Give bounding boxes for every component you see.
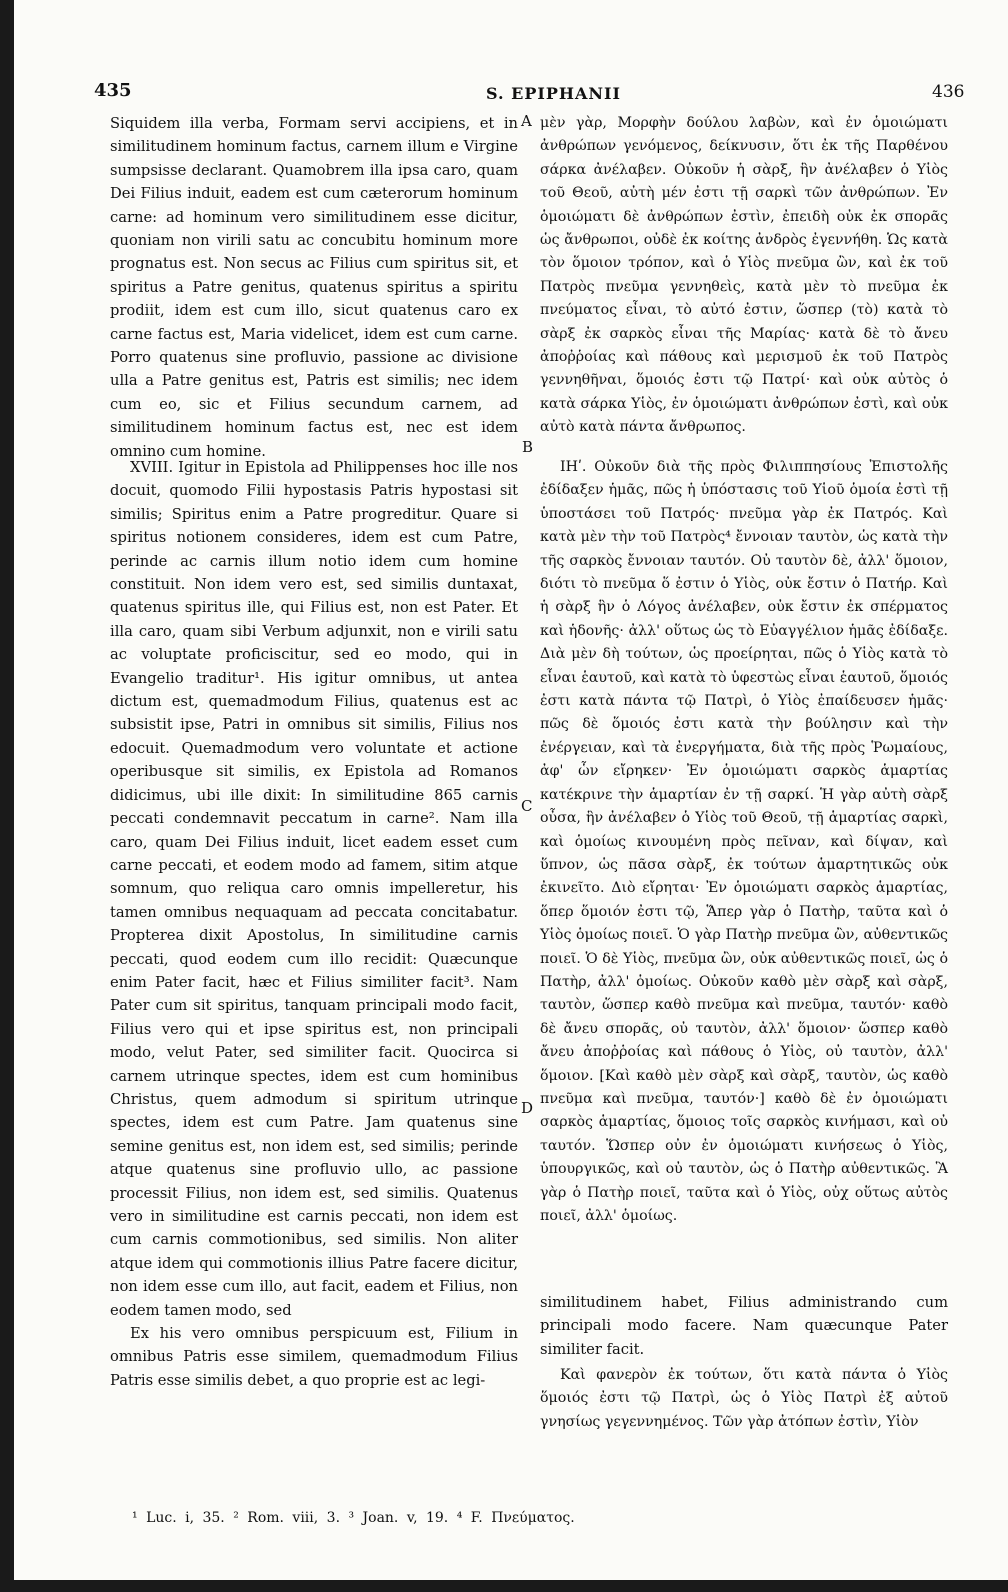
greek-paragraph-ih: ΙΗʹ. Οὐκοῦν διὰ τῆς πρὸς Φιλιππησίους Ἐπιστολῆς ἐδίδαξεν ἡμᾶς, πῶς ἡ ὑπόστασις τοῦ Υἱοῦ ὁμοία ἐστὶ τῇ ὑποστάσει τοῦ Πατρός· πνεῦμα γὰρ ἐκ Πατρός. Καὶ κατὰ μὲν τὴν τοῦ Πατρὸς⁴ ἔννοιαν ταυτὸν, ὡς κατὰ τὴν τῆς σαρκὸς ἔννοιαν ταυτόν. Οὐ ταυτὸν δὲ, ἀλλ' ὅμοιον, διότι τὸ πνεῦμα ὅ ἐστιν ὁ Υἱὸς, οὐκ ἔστιν ὁ Πατήρ. Καὶ ἡ σὰρξ ἣν ὁ Λόγος ἀνέλαβεν, οὐκ ἔστιν ἐκ σπέρματος καὶ ἡδονῆς· ἀλλ' οὕτως ὡς τὸ Εὐαγγέλιον ἡμᾶς ἐδίδαξε. Διὰ μὲν δὴ τούτων, ὡς προείρηται, πῶς ὁ Υἱὸς κατὰ τὸ εἶναι ἑαυτοῦ, καὶ κατὰ τὸ ὑφεστὼς εἶναι ἑαυτοῦ, ὅμοιός ἐστι κατὰ πάντα τῷ Πατρὶ, ὁ Υἱὸς ἐπαίδευσεν ἡμᾶς· πῶς δὲ ὅμοιός ἐστι κατὰ τὴν βούλησιν καὶ τὴν ἐνέργειαν, καὶ τὰ ἐνεργήματα, διὰ τῆς πρὸς Ῥωμαίους, ἀφ' ὧν εἴρηκεν· Ἐν ὁμοιώματι σαρκὸς ἁμαρτίας κατέκρινε τὴν ἁμαρτίαν ἐν τῇ σαρκί. Ἡ γὰρ αὐτὴ σὰρξ οὖσα, ἣν ἀνέλαβεν ὁ Υἱὸς τοῦ Θεοῦ, τῇ ἁμαρτίας σαρκὶ, καὶ ὁμοίως κινουμένη πρὸς πεῖναν, καὶ δίψαν, καὶ ὕπνον, ὡς πᾶσα σὰρξ, ἐκ τούτων ἁμαρτητικῶς οὐκ ἐκινεῖτο. Διὸ εἴρηται· Ἐν ὁμοιώματι σαρκὸς ἁμαρτίας, ὅπερ ὅμοιόν ἐστι τῷ, Ἅπερ γὰρ ὁ Πατὴρ, ταῦτα καὶ ὁ Υἱὸς ὁμοίως ποιεῖ. Ὁ γὰρ Πατὴρ πνεῦμα ὢν, αὐθεντικῶς ποιεῖ. Ὁ δὲ Υἱὸς, πνεῦμα ὢν, οὐκ αὐθεντικῶς ποιεῖ, ὡς ὁ Πατὴρ, ἀλλ' ὁμοίως. Οὐκοῦν καθὸ μὲν σὰρξ καὶ σὰρξ, ταυτὸν, ὥσπερ καθὸ πνεῦμα καὶ πνεῦμα, ταυτόν· καθὸ δὲ ἄνευ σπορᾶς, οὐ ταυτὸν, ἀλλ' ὅμοιον· ὥσπερ καθὸ ἄνευ ἀποῤῥοίας καὶ πάθους ὁ Υἱὸς, οὐ ταυτὸν, ἀλλ' ὅμοιον. [Καὶ καθὸ μὲν σὰρξ καὶ σὰρξ, ταυτὸν, ὡς καθὸ πνεῦμα καὶ πνεῦμα, ταυτόν·] καθὸ δὲ ἐν ὁμοιώματι σαρκὸς ἁμαρτίας, ὅμοιος τοῖς σαρκὸς κινήμασι, καὶ οὐ ταυτόν. Ὥσπερ οὐν ἐν ὁμοιώματι κινήσεως ὁ Υἱὸς, ὑπουργικῶς, καὶ οὐ ταυτὸν, ὡς ὁ Πατὴρ αὐθεντικῶς. Ἃ γὰρ ὁ Πατὴρ ποιεῖ, ταῦτα καὶ ὁ Υἱὸς, οὐχ οὕτως αὐτὸς ποιεῖ, ἀλλ' ὁμοίως. — [540, 459, 948, 1224]
greek-paragraph-tail: Καὶ φανερὸν ἐκ τούτων, ὅτι κατὰ πάντα ὁ Υἱὸς ὅμοιός ἐστι τῷ Πατρὶ, ὡς ὁ Υἱὸς Πατρὶ ἐξ αὐτοῦ γνησίως γεγεννημένος. Τῶν γὰρ ἀτόπων ἐστὶν, Υἱὸν — [540, 1367, 948, 1430]
page — [14, 0, 1008, 1580]
footnotes: ¹ Luc. i, 35. ² Rom. viii, 3. ³ Joan. v, 19. ⁴ F. Πνεύματος. — [132, 1510, 575, 1526]
latin-paragraph-bridge: similitudinem habet, Filius administrando cum principali modo facere. Nam quæcunque Pater similiter facit. — [540, 1294, 948, 1358]
running-header — [14, 80, 1008, 110]
page-number-left: 435 — [94, 80, 132, 101]
margin-letter-b: B — [522, 438, 534, 456]
latin-column-main — [110, 456, 518, 1392]
margin-letter-d: D — [521, 1099, 534, 1117]
latin-column-top — [110, 112, 518, 463]
margin-letter-a: A — [521, 112, 532, 130]
greek-column-tail — [540, 1364, 948, 1434]
page-number-right: 436 — [932, 82, 965, 102]
latin-paragraph-xviii: XVIII. Igitur in Epistola ad Philippenses hoc ille nos docuit, quomodo Filii hypostasis Patris hypostasi sit similis; Spiritus enim a Patre progreditur. Quare si spiritus notionem consideres, idem est cum Patre, perinde ac carnis illum notio idem cum homine constituit. Non idem vero est, sed similis duntaxat, quatenus spiritus ille, qui Filius est, non est Pater. Et illa caro, quam sibi Verbum adjunxit, non e virili satu ac voluptate proficiscitur, sed eo modo, qui in Evangelio traditur¹. His igitur omnibus, ut antea dictum est, quemadmodum Filius, quatenus est ac subsistit ipse, Patri in omnibus sit similis, Filius nos edocuit. Quemadmodum vero voluntate et actione operibusque sit similis, ex Epistola ad Romanos didicimus, ubi ille dixit: In similitudine 865 carnis peccati condemnavit peccatum in carne². Nam illa caro, quam Dei Filius induit, licet eadem esset cum carne peccati, et eodem modo ad famem, sitim atque somnum, quo reliqua caro omnis impelleretur, his tamen omnibus nequaquam ad peccata concitabatur. Propterea dixit Apostolus, In similitudine carnis peccati, quod eodem cum illo recidit: Quæcunque enim Pater facit, hæc et Filius similiter facit³. Nam Pater cum sit spiritus, tanquam principali modo facit, Filius vero qui et ipse spiritus est, non principali modo, velut Pater, sed similiter facit. Quocirca si carnem utrinque spectes, idem est cum hominibus Christus, quem admodum si spiritum utrinque spectes, idem est cum Patre. Jam quatenus sine semine genitus est, non idem est, sed similis; perinde atque quatenus sine profluvio ullo, ac passione processit Filius, non idem est, sed similis. Quatenus vero in similitudine est carnis peccati, non idem est cum carnis commotionibus, sed similis. Non aliter atque idem qui commotionis illius Patre facere dicitur, non idem esse cum illo, aut facit, eadem et Filius, non eodem tamen modo, sed — [110, 459, 518, 1319]
margin-letter-c: C — [521, 797, 533, 815]
greek-column-main — [540, 456, 948, 1228]
latin-continuation — [540, 1291, 948, 1361]
greek-paragraph-top: μὲν γὰρ, Μορφὴν δούλου λαβὼν, καὶ ἐν ὁμοιώματι ἀνθρώπων γενόμενος, δείκνυσιν, ὅτι ἐκ τῆς Παρθένου σάρκα ἀνέλαβεν. Οὐκοῦν ἡ σὰρξ, ἣν ἀνέλαβεν ὁ Υἱὸς τοῦ Θεοῦ, αὐτὴ μέν ἐστι τῇ σαρκὶ τῶν ἀνθρώπων. Ἐν ὁμοιώματι δὲ ἀνθρώπων ἐστὶν, ἐπειδὴ οὐκ ἐκ σπορᾶς ὡς ἄνθρωποι, οὐδὲ ἐκ κοίτης ἀνδρὸς ἐγεννήθη. Ὡς κατὰ τὸν ὅμοιον τρόπον, καὶ ὁ Υἱὸς πνεῦμα ὢν, καὶ ἐκ τοῦ Πατρὸς πνεῦμα γεννηθεὶς, κατὰ μὲν τὸ πνεῦμα ἐκ πνεύματος εἶναι, τὸ αὐτό ἐστιν, ὥσπερ (τὸ) κατὰ τὸ σὰρξ ἐκ σαρκὸς εἶναι τῆς Μαρίας· κατὰ δὲ τὸ ἄνευ ἀποῤῥοίας καὶ πάθους καὶ μερισμοῦ ἐκ τοῦ Πατρὸς γεννηθῆναι, ὅμοιός ἐστι τῷ Πατρί· καὶ οὐκ αὐτὸς ὁ κατὰ σάρκα Υἱὸς, ἐν ὁμοιώματι ἀνθρώπων ἐστὶ, καὶ οὐκ αὐτὸ κατὰ πάντα ἄνθρωπος. — [540, 115, 948, 436]
running-title: S. EPIPHANII — [486, 84, 621, 103]
latin-paragraph-top: Siquidem illa verba, Formam servi accipiens, et in similitudinem hominum factus, carnem illum e Virgine sumpsisse declarant. Quamobrem illa ipsa caro, quam Dei Filius induit, eadem est cum cæterorum hominum carne: ad hominum vero similitudinem esse dicitur, quoniam non virili satu ac concubitu hominum more prognatus est. Non secus ac Filius cum spiritus sit, et spiritus a Patre genitus, quatenus spiritus a spiritu prodiit, idem est cum illo, sicut quatenus caro ex carne factus est, Maria videlicet, idem est cum carne. Porro quatenus sine profluvio, passione ac divisione ulla a Patre genitus est, Patris est similis; nec idem cum eo, sic et Filius secundum carnem, ad similitudinem hominum factus est, nec est idem omnino cum homine. — [110, 115, 518, 460]
greek-column-top — [540, 112, 948, 440]
latin-paragraph-last: Ex his vero omnibus perspicuum est, Filium in omnibus Patris esse similem, quemadmodum Filius Patris esse similis debet, a quo proprie est ac legi- — [110, 1325, 518, 1389]
